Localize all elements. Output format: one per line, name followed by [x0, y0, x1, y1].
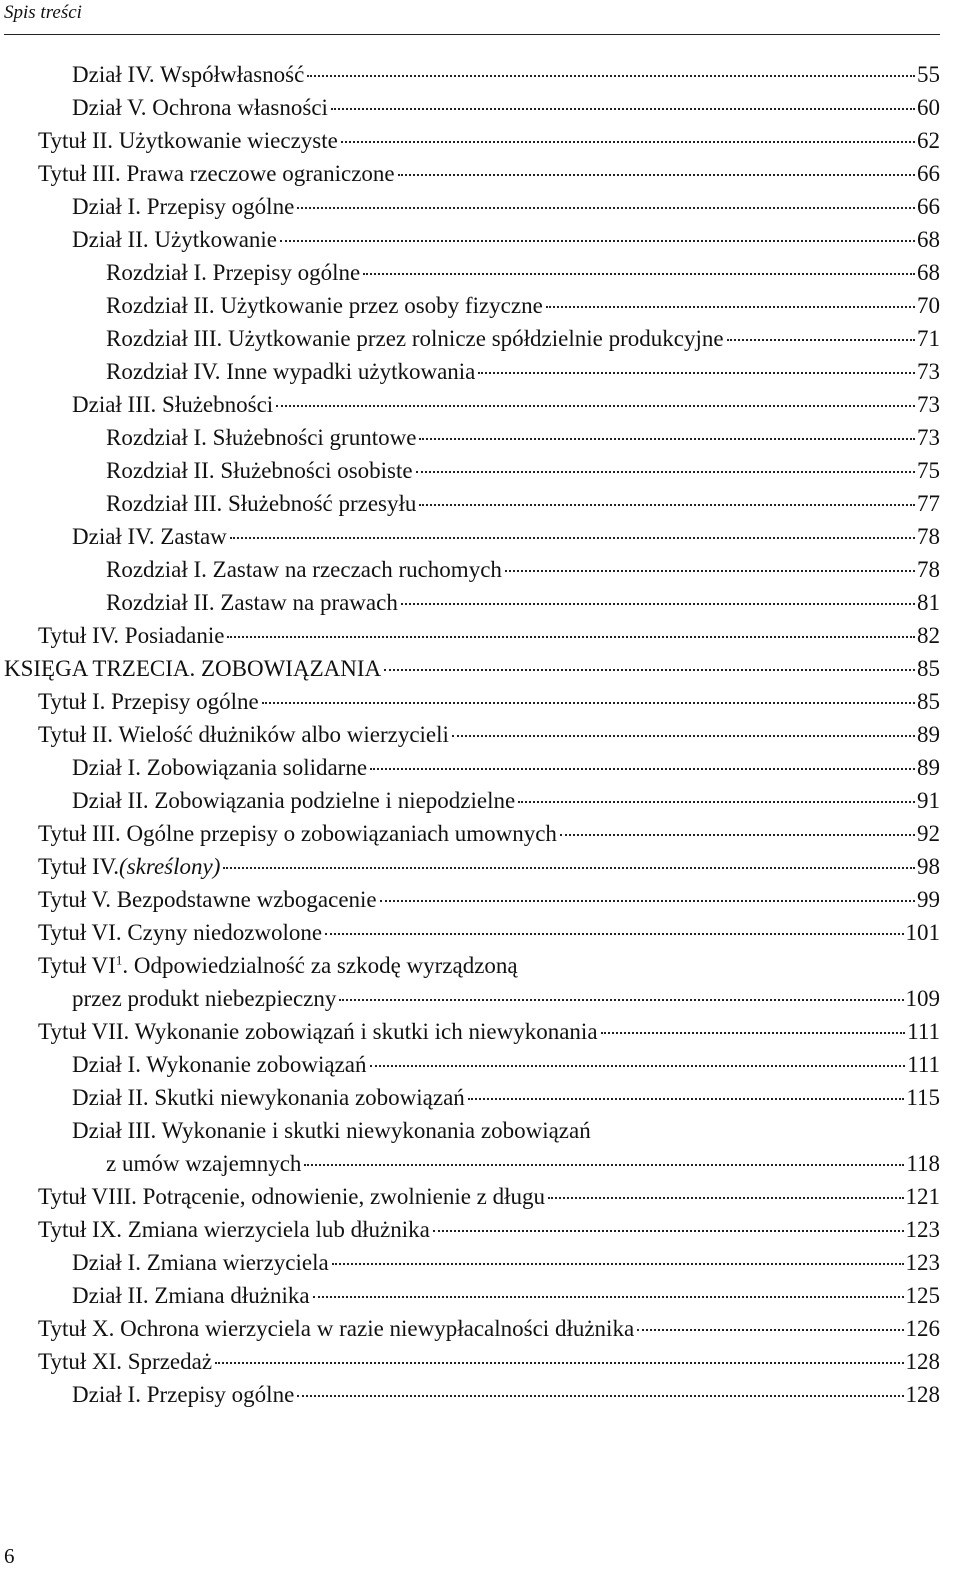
- toc-entry[interactable]: [0, 784, 940, 817]
- table-of-contents: [0, 58, 960, 1411]
- dot-leader: [637, 1329, 903, 1331]
- toc-entry[interactable]: [0, 289, 940, 322]
- toc-entry-page: 75: [917, 458, 940, 483]
- dot-leader: [478, 372, 915, 374]
- toc-entry-page: 71: [917, 326, 940, 351]
- toc-entry[interactable]: [0, 322, 940, 355]
- dot-leader: [380, 900, 915, 902]
- dot-leader: [370, 768, 915, 770]
- toc-entry-first-line: [72, 1114, 940, 1147]
- toc-entry[interactable]: [0, 1312, 940, 1345]
- toc-entry-page: 121: [905, 1184, 940, 1209]
- dot-leader: [339, 999, 903, 1001]
- toc-entry[interactable]: [0, 850, 940, 883]
- toc-entry-title: Rozdział II. Służebności osobiste: [106, 458, 413, 483]
- dot-leader: [313, 1296, 904, 1298]
- toc-entry-page: 73: [917, 392, 940, 417]
- dot-leader: [262, 702, 915, 704]
- dot-leader: [518, 801, 915, 803]
- dot-leader: [307, 75, 915, 77]
- toc-entry-title: Tytuł VIII. Potrącenie, odnowienie, zwolnienie z długu: [38, 1184, 546, 1209]
- dot-leader: [227, 636, 915, 638]
- toc-entry[interactable]: [0, 487, 940, 520]
- toc-entry-title: Rozdział I. Służebności gruntowe: [106, 425, 417, 450]
- toc-entry[interactable]: [0, 718, 940, 751]
- toc-entry[interactable]: [0, 1180, 940, 1213]
- toc-entry-title: Tytuł II. Wielość dłużników albo wierzycieli: [38, 722, 449, 747]
- toc-entry-page: 128: [905, 1382, 940, 1407]
- toc-entry-title: Rozdział III. Służebność przesyłu: [106, 491, 417, 516]
- dot-leader: [341, 141, 915, 143]
- toc-entry-title: Dział II. Użytkowanie: [72, 227, 278, 252]
- toc-entry-title: Dział I. Zmiana wierzyciela: [72, 1250, 329, 1275]
- dot-leader: [727, 339, 915, 341]
- toc-entry-title: Tytuł VI: [38, 953, 116, 978]
- dot-leader: [505, 570, 915, 572]
- toc-entry-title-rest: . Odpowiedzialność za szkodę wyrządzoną: [122, 953, 518, 978]
- dot-leader: [416, 471, 915, 473]
- toc-entry[interactable]: [0, 190, 940, 223]
- toc-entry-title: Dział III. Wykonanie i skutki niewykonania zobowiązań: [72, 1118, 591, 1143]
- toc-entry-page: 98: [917, 854, 940, 879]
- toc-entry[interactable]: [0, 1279, 940, 1312]
- dot-leader: [297, 1395, 903, 1397]
- toc-entry[interactable]: [0, 586, 940, 619]
- toc-entry[interactable]: [0, 355, 940, 388]
- toc-entry[interactable]: [0, 1378, 940, 1411]
- toc-entry-title: Rozdział III. Użytkowanie przez rolnicze spółdzielnie produkcyjne: [106, 326, 724, 351]
- toc-entry[interactable]: [0, 652, 940, 685]
- toc-entry-page: 78: [917, 524, 940, 549]
- toc-entry[interactable]: [0, 751, 940, 784]
- toc-entry-page: 70: [917, 293, 940, 318]
- dot-leader: [452, 735, 915, 737]
- toc-entry-title: Tytuł V. Bezpodstawne wzbogacenie: [38, 887, 377, 912]
- toc-entry-page: 123: [905, 1217, 940, 1242]
- toc-entry[interactable]: [0, 916, 940, 949]
- toc-entry[interactable]: [0, 124, 940, 157]
- dot-leader: [433, 1230, 904, 1232]
- dot-leader: [276, 405, 915, 407]
- toc-entry-page: 66: [917, 194, 940, 219]
- toc-entry[interactable]: [0, 817, 940, 850]
- toc-entry[interactable]: [0, 58, 940, 91]
- toc-entry[interactable]: [0, 91, 940, 124]
- dot-leader: [332, 1263, 904, 1265]
- toc-entry-page: 68: [917, 227, 940, 252]
- toc-entry[interactable]: [0, 1213, 940, 1246]
- toc-entry[interactable]: [0, 949, 940, 1015]
- toc-entry-title: Dział I. Przepisy ogólne: [72, 194, 295, 219]
- toc-entry-page: 111: [907, 1019, 940, 1044]
- toc-entry-title: Dział V. Ochrona własności: [72, 95, 328, 120]
- toc-entry-page: 92: [917, 821, 940, 846]
- dot-leader: [304, 1164, 904, 1166]
- toc-entry-page: 78: [917, 557, 940, 582]
- dot-leader: [548, 1197, 903, 1199]
- toc-entry[interactable]: [0, 1114, 940, 1180]
- dot-leader: [419, 438, 915, 440]
- toc-entry-title: Rozdział I. Przepisy ogólne: [106, 260, 361, 285]
- toc-entry[interactable]: [0, 1048, 940, 1081]
- dot-leader: [546, 306, 915, 308]
- toc-entry-page: 85: [917, 656, 940, 681]
- toc-entry-title: Tytuł VII. Wykonanie zobowiązań i skutki ich niewykonania: [38, 1019, 598, 1044]
- dot-leader: [384, 669, 915, 671]
- toc-entry-title: Rozdział II. Użytkowanie przez osoby fizyczne: [106, 293, 543, 318]
- toc-entry[interactable]: [0, 1246, 940, 1279]
- toc-entry[interactable]: [0, 1081, 940, 1114]
- toc-entry-page: 55: [917, 62, 940, 87]
- toc-entry-title: Tytuł IV. Posiadanie: [38, 623, 225, 648]
- toc-entry-page: 89: [917, 755, 940, 780]
- toc-entry-title: Tytuł II. Użytkowanie wieczyste: [38, 128, 338, 153]
- toc-entry-page: 68: [917, 260, 940, 285]
- toc-entry[interactable]: [0, 520, 940, 553]
- toc-entry[interactable]: [0, 553, 940, 586]
- toc-entry-page: 111: [907, 1052, 940, 1077]
- toc-entry[interactable]: [0, 454, 940, 487]
- toc-entry-page: 77: [917, 491, 940, 516]
- toc-entry[interactable]: [0, 1345, 940, 1378]
- dot-leader: [398, 174, 915, 176]
- toc-entry-title: Tytuł IV.: [38, 854, 120, 879]
- toc-entry-title: Dział I. Przepisy ogólne: [72, 1382, 295, 1407]
- dot-leader: [230, 537, 915, 539]
- toc-entry[interactable]: [0, 256, 940, 289]
- toc-entry-page: 82: [917, 623, 940, 648]
- toc-entry-title: Rozdział IV. Inne wypadki użytkowania: [106, 359, 476, 384]
- toc-entry-title: KSIĘGA TRZECIA. ZOBOWIĄZANIA: [4, 656, 382, 681]
- toc-entry-title: Rozdział I. Zastaw na rzeczach ruchomych: [106, 557, 502, 582]
- toc-entry-title: Tytuł XI. Sprzedaż: [38, 1349, 213, 1374]
- dot-leader: [370, 1065, 906, 1067]
- toc-entry-page: 118: [906, 1151, 940, 1176]
- toc-entry-title-italic: (skreślony): [119, 854, 221, 879]
- toc-entry-page: 125: [905, 1283, 940, 1308]
- dot-leader: [215, 1362, 903, 1364]
- toc-entry-title: Tytuł III. Prawa rzeczowe ograniczone: [38, 161, 395, 186]
- dot-leader: [331, 108, 915, 110]
- toc-entry-page: 81: [917, 590, 940, 615]
- toc-entry-title: Dział II. Zobowiązania podzielne i niepodzielne: [72, 788, 516, 813]
- toc-entry-page: 128: [905, 1349, 940, 1374]
- dot-leader: [560, 834, 915, 836]
- toc-entry-title: Dział III. Służebności: [72, 392, 274, 417]
- toc-entry-page: 99: [917, 887, 940, 912]
- toc-entry[interactable]: [0, 157, 940, 190]
- toc-entry-page: 101: [905, 920, 940, 945]
- toc-entry-page: 123: [905, 1250, 940, 1275]
- toc-entry-page: 115: [906, 1085, 940, 1110]
- dot-leader: [601, 1032, 906, 1034]
- toc-entry-page: 73: [917, 359, 940, 384]
- toc-entry-page: 60: [917, 95, 940, 120]
- toc-entry-first-line: [38, 949, 940, 982]
- toc-entry-title: Tytuł IX. Zmiana wierzyciela lub dłużnika: [38, 1217, 430, 1242]
- toc-entry-title: Dział II. Zmiana dłużnika: [72, 1283, 310, 1308]
- header-title: Spis treści: [4, 2, 82, 23]
- toc-entry-title: Dział IV. Współwłasność: [72, 62, 305, 87]
- dot-leader: [297, 207, 915, 209]
- dot-leader: [280, 240, 915, 242]
- toc-entry-page: 73: [917, 425, 940, 450]
- toc-entry-title: Dział I. Zobowiązania solidarne: [72, 755, 368, 780]
- toc-entry-page: 85: [917, 689, 940, 714]
- toc-entry[interactable]: [0, 421, 940, 454]
- toc-entry-title: Tytuł III. Ogólne przepisy o zobowiązaniach umownych: [38, 821, 557, 846]
- toc-entry-title-continuation: przez produkt niebezpieczny: [72, 986, 337, 1011]
- dot-leader: [468, 1098, 905, 1100]
- toc-entry[interactable]: [0, 685, 940, 718]
- toc-entry-page: 126: [905, 1316, 940, 1341]
- toc-entry-page: 66: [917, 161, 940, 186]
- toc-entry-page: 62: [917, 128, 940, 153]
- toc-entry[interactable]: [0, 388, 940, 421]
- toc-entry-page: 89: [917, 722, 940, 747]
- dot-leader: [223, 867, 915, 869]
- toc-entry-title: Dział II. Skutki niewykonania zobowiązań: [72, 1085, 465, 1110]
- toc-entry[interactable]: [0, 223, 940, 256]
- dot-leader: [325, 933, 903, 935]
- dot-leader: [419, 504, 915, 506]
- running-header: [4, 0, 940, 35]
- toc-entry-title: Rozdział II. Zastaw na prawach: [106, 590, 398, 615]
- toc-entry[interactable]: [0, 619, 940, 652]
- dot-leader: [401, 603, 915, 605]
- toc-entry-superscript: 1: [115, 952, 123, 968]
- toc-entry-title: Dział I. Wykonanie zobowiązań: [72, 1052, 367, 1077]
- toc-entry-title: Tytuł I. Przepisy ogólne: [38, 689, 259, 714]
- toc-entry-title: Tytuł VI. Czyny niedozwolone: [38, 920, 323, 945]
- toc-entry[interactable]: [0, 1015, 940, 1048]
- toc-entry-page: 109: [905, 986, 940, 1011]
- toc-entry-title: Tytuł X. Ochrona wierzyciela w razie niewypłacalności dłużnika: [38, 1316, 635, 1341]
- toc-entry-title: Dział IV. Zastaw: [72, 524, 227, 549]
- toc-entry[interactable]: [0, 883, 940, 916]
- toc-entry-page: 91: [917, 788, 940, 813]
- toc-entry-title-continuation: z umów wzajemnych: [106, 1151, 302, 1176]
- dot-leader: [363, 273, 915, 275]
- page-number: 6: [4, 1544, 15, 1568]
